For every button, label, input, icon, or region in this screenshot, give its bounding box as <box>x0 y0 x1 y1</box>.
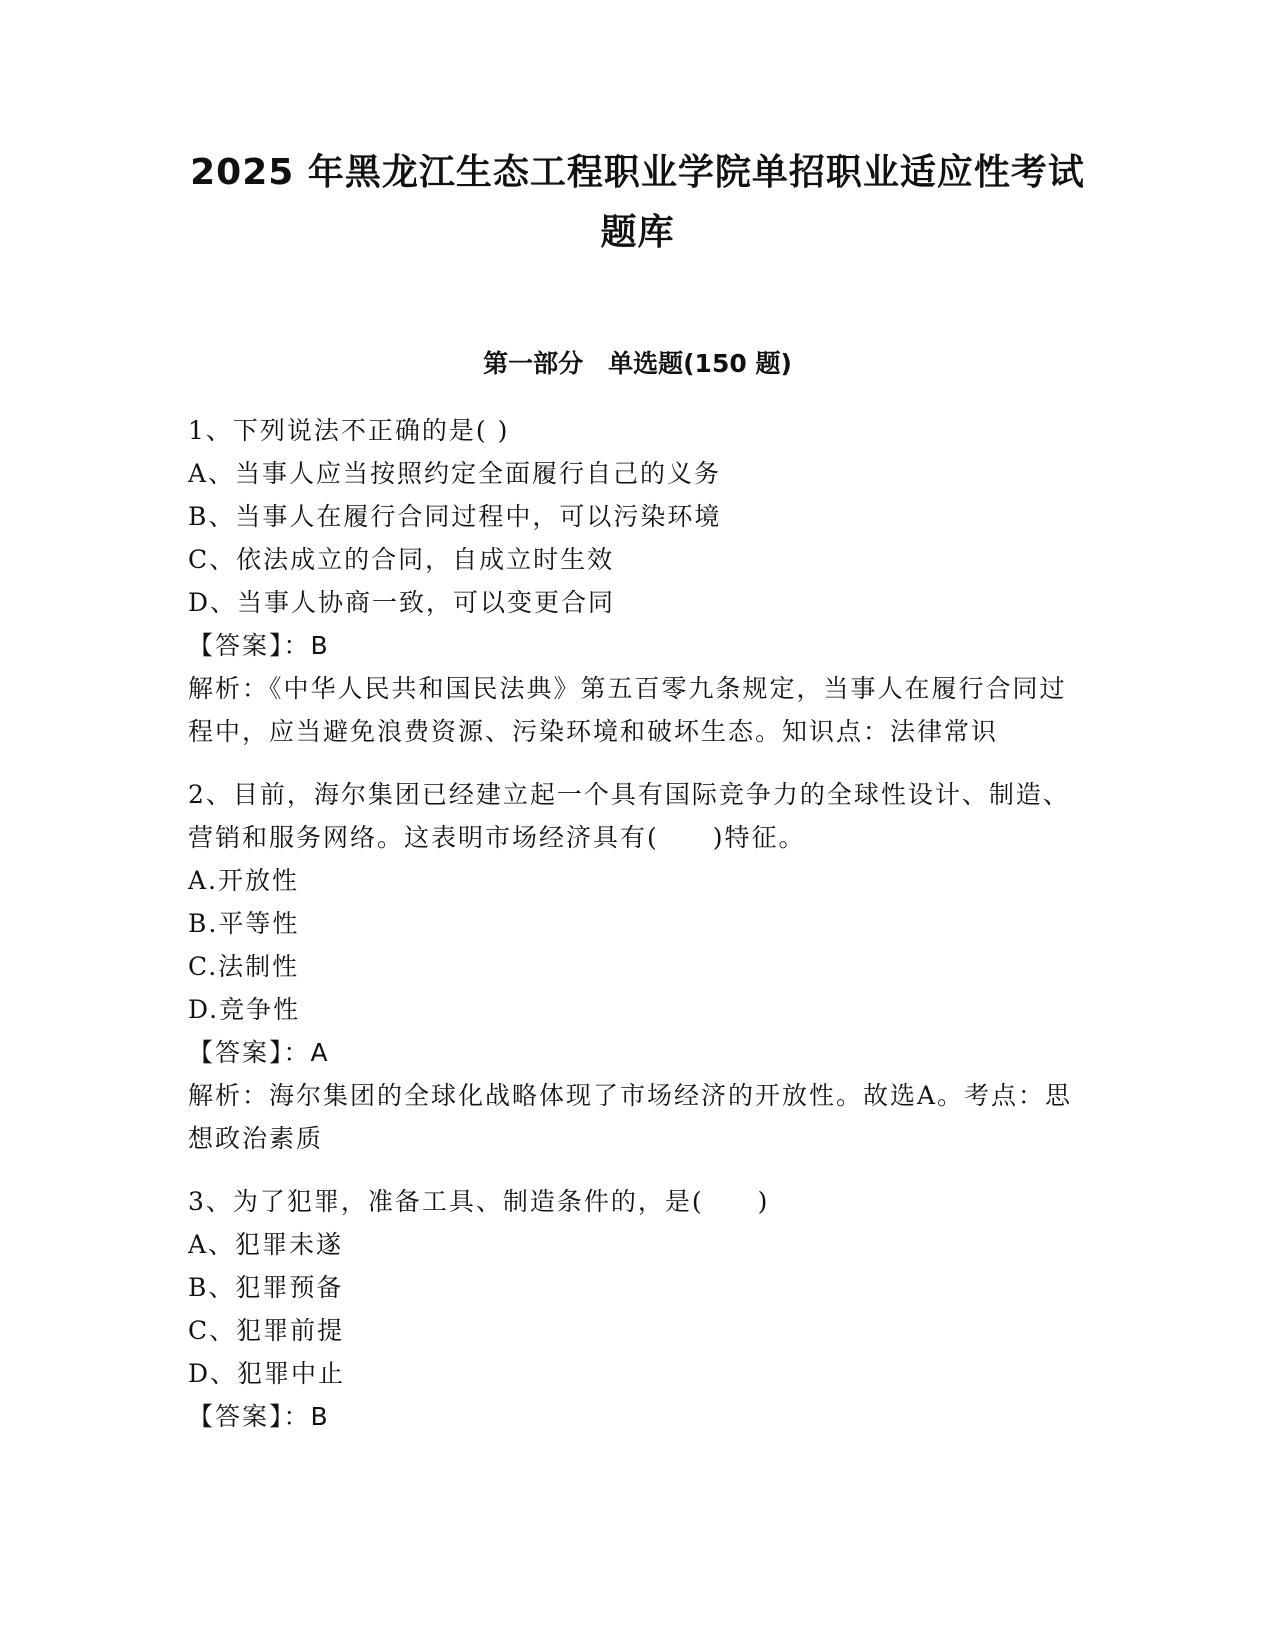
option-a: A、犯罪未遂 <box>188 1230 344 1259</box>
question-item <box>188 409 1083 753</box>
analysis-text: 解析：海尔集团的全球化战略体现了市场经济的开放性。故选A。考点：思想政治素质 <box>188 1081 1073 1153</box>
document-title-line2: 题库 <box>600 212 675 253</box>
section-heading: 第一部分 单选题(150 题) <box>483 349 792 378</box>
question-stem: 2、目前，海尔集团已经建立起一个具有国际竞争力的全球性设计、制造、营销和服务网络。这表明市场经济具有( )特征。 <box>188 780 1070 852</box>
answer-label: 【答案】：B <box>188 1402 330 1431</box>
question-item <box>188 773 1083 1160</box>
question-list <box>188 409 1083 1458</box>
question-stem: 3、为了犯罪，准备工具、制造条件的，是( ) <box>188 1187 770 1216</box>
answer-label: 【答案】：A <box>188 1038 330 1067</box>
answer-label: 【答案】：B <box>188 631 330 660</box>
analysis-text: 解析：《中华人民共和国民法典》第五百零九条规定，当事人在履行合同过程中，应当避免浪费资源、污染环境和破坏生态。知识点：法律常识 <box>188 674 1067 746</box>
document-title <box>160 143 1115 263</box>
document-title-line1: 2025 年黑龙江生态工程职业学院单招职业适应性考试 <box>190 152 1085 193</box>
option-a: A、当事人应当按照约定全面履行自己的义务 <box>188 459 722 488</box>
option-b: B、当事人在履行合同过程中，可以污染环境 <box>188 502 722 531</box>
question-stem: 1、下列说法不正确的是( ) <box>188 416 510 445</box>
option-b: B、犯罪预备 <box>188 1273 344 1302</box>
option-c: C、依法成立的合同，自成立时生效 <box>188 545 615 574</box>
option-d: D、当事人协商一致，可以变更合同 <box>188 588 616 617</box>
option-b: B.平等性 <box>188 909 300 938</box>
option-c: C.法制性 <box>188 952 300 981</box>
option-a: A.开放性 <box>188 866 300 895</box>
option-c: C、犯罪前提 <box>188 1316 345 1345</box>
option-d: D.竞争性 <box>188 995 301 1024</box>
question-item <box>188 1180 1083 1438</box>
option-d: D、犯罪中止 <box>188 1359 346 1388</box>
